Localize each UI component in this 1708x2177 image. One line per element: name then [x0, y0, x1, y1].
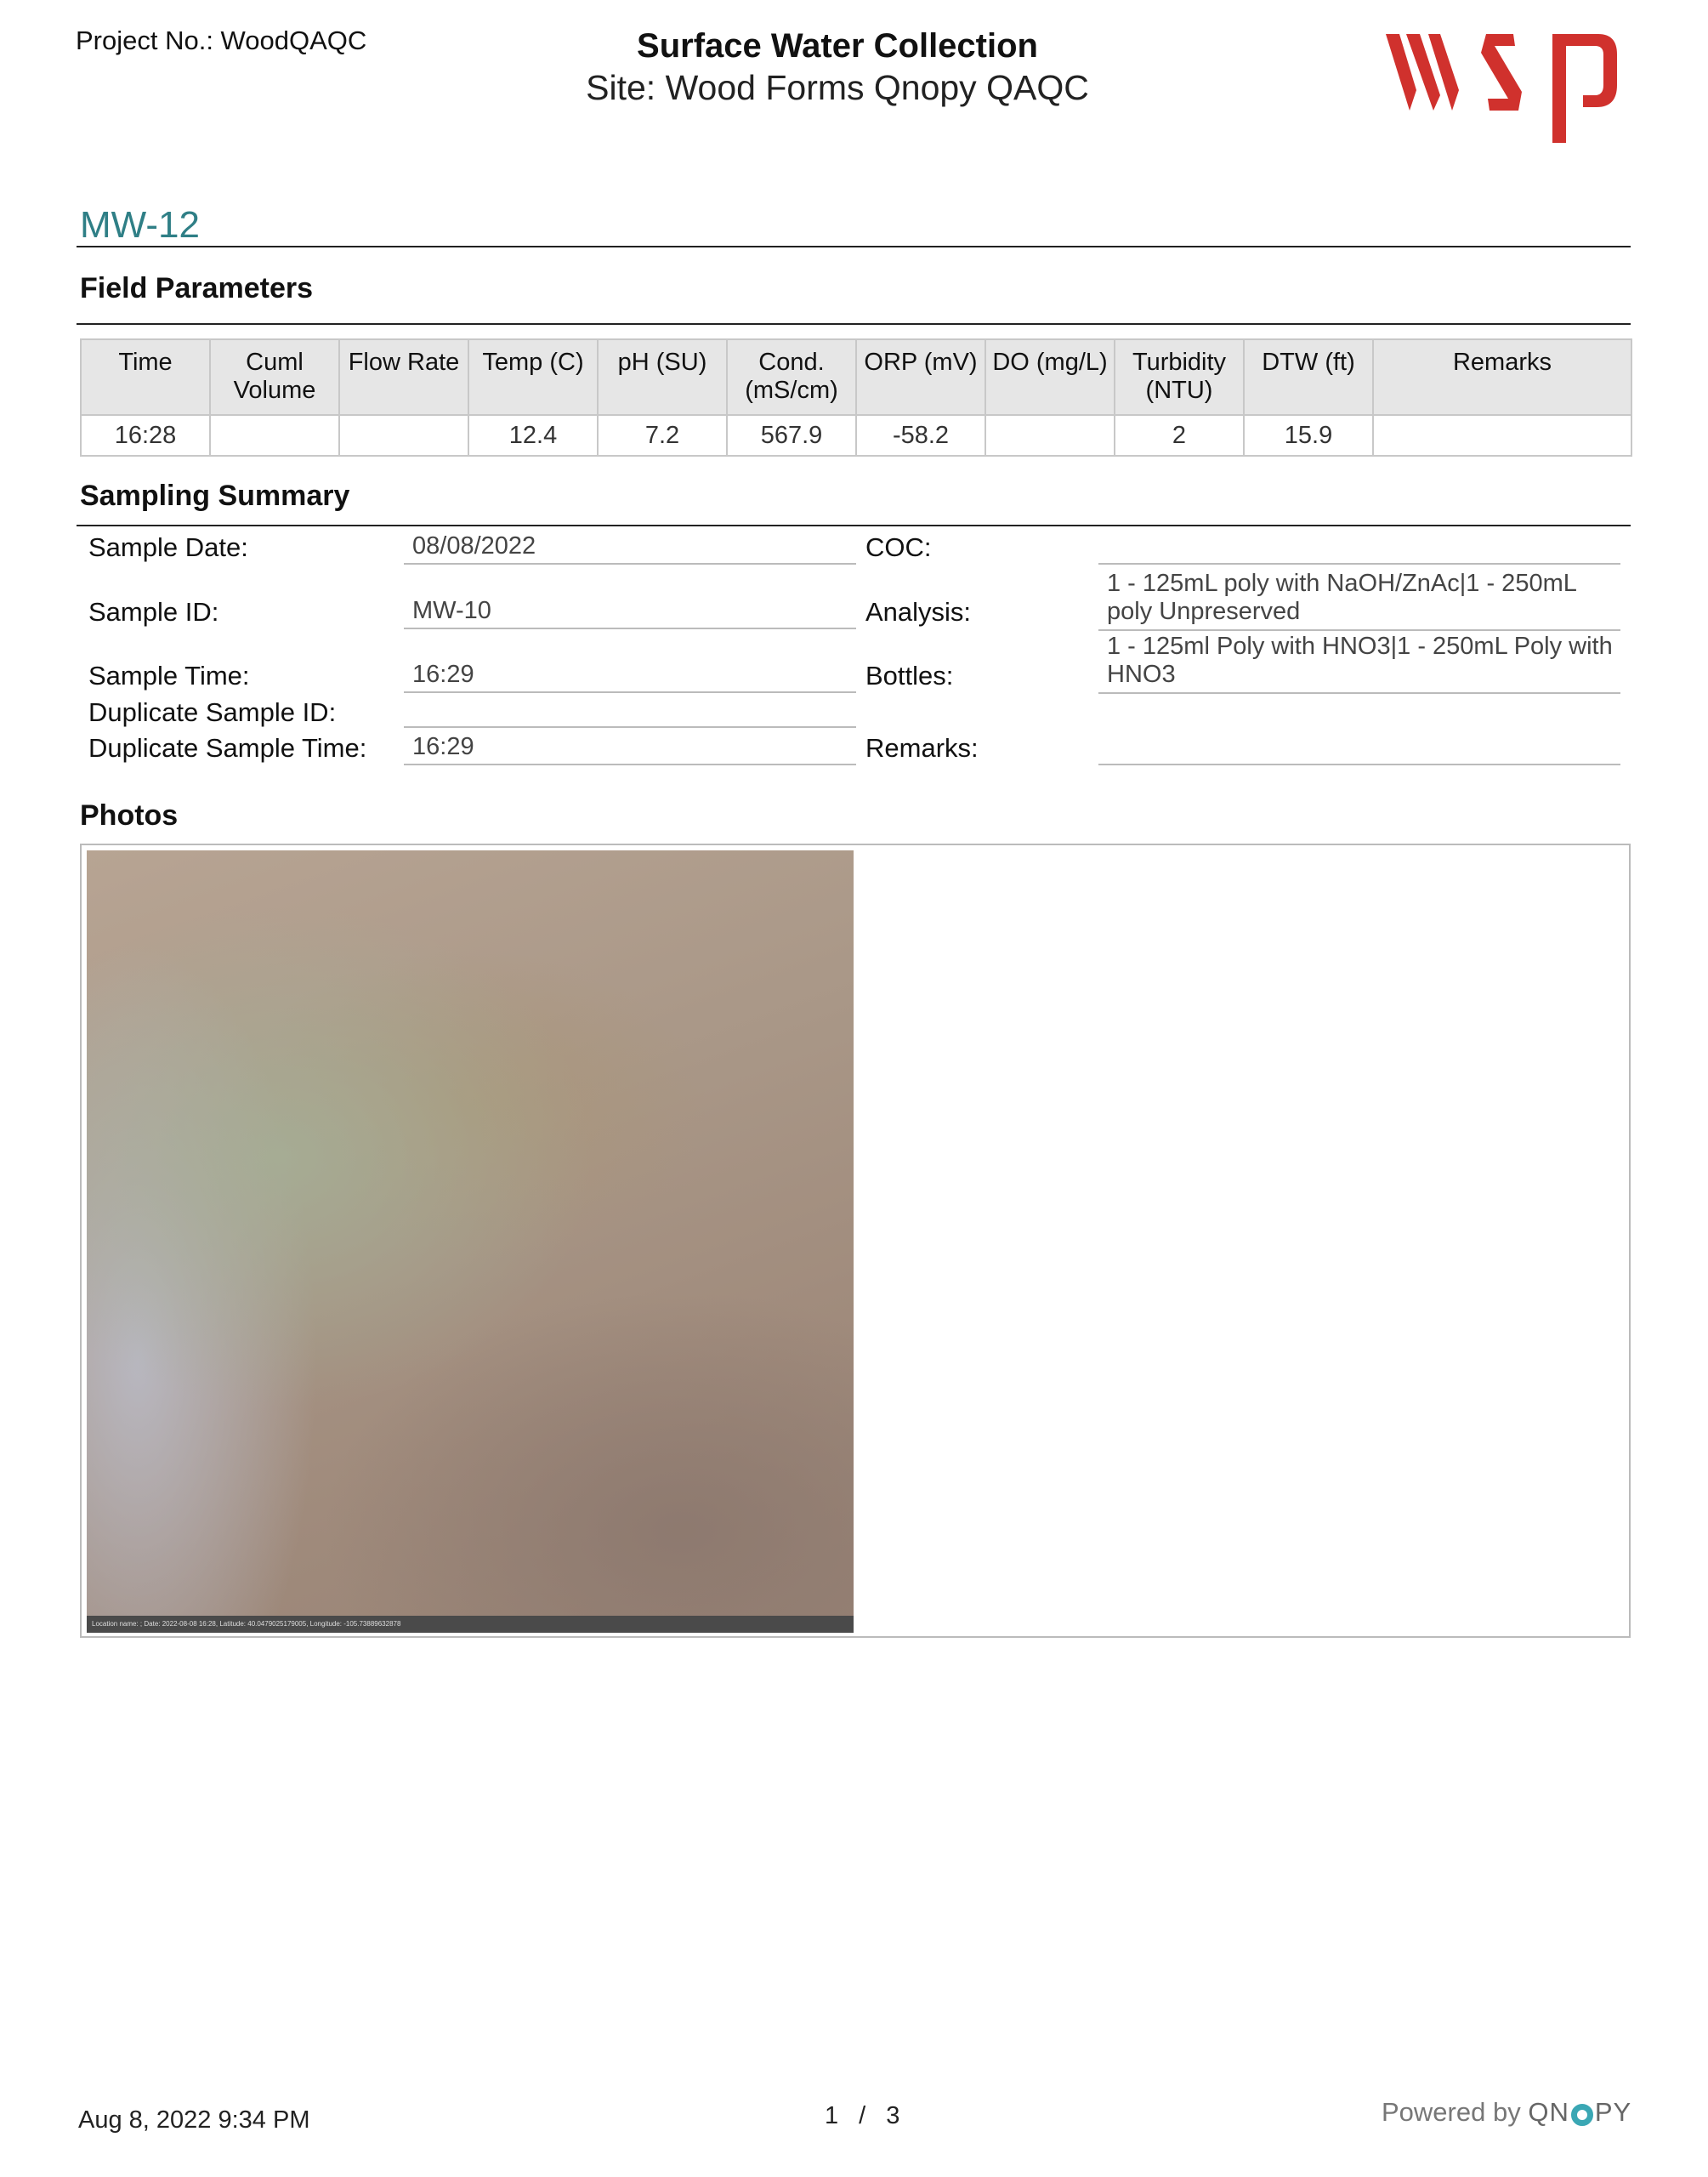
table-row	[81, 415, 1631, 456]
coc-value	[1098, 532, 1620, 565]
col-header-turbidity: Turbidity (NTU)	[1115, 339, 1244, 415]
well-id: MW-12	[80, 204, 200, 246]
document-subtitle: Site: Wood Forms Qnopy QAQC	[586, 68, 1089, 107]
bottles-value: 1 - 125ml Poly with HNO3|1 - 250mL Poly with HNO3	[1098, 633, 1620, 694]
well-id-divider	[77, 246, 1631, 247]
cell-time: 16:28	[81, 415, 210, 456]
powered-by	[1382, 2097, 1631, 2128]
duplicate-sample-id-label: Duplicate Sample ID:	[88, 697, 337, 727]
analysis-label: Analysis:	[865, 597, 972, 627]
col-header-remarks: Remarks	[1373, 339, 1631, 415]
sampling-summary-title: Sampling Summary	[80, 480, 350, 512]
project-number: Project No.: WoodQAQC	[76, 26, 367, 55]
col-header-temp: Temp (C)	[468, 339, 598, 415]
col-header-cuml-volume: Cuml Volume	[210, 339, 339, 415]
sample-date-value: 08/08/2022	[404, 532, 856, 565]
col-header-do: DO (mg/L)	[985, 339, 1115, 415]
cell-ph: 7.2	[598, 415, 727, 456]
col-header-ph: pH (SU)	[598, 339, 727, 415]
document-title: Surface Water Collection	[637, 27, 1038, 65]
col-header-flow-rate: Flow Rate	[339, 339, 468, 415]
sample-date-label: Sample Date:	[88, 532, 248, 562]
col-header-orp: ORP (mV)	[856, 339, 985, 415]
sample-id-value: MW-10	[404, 597, 856, 629]
duplicate-sample-time-label: Duplicate Sample Time:	[88, 733, 367, 763]
page-number: 1 / 3	[825, 2102, 900, 2129]
wsp-logo	[1386, 26, 1632, 145]
cell-temp: 12.4	[468, 415, 598, 456]
cell-dtw: 15.9	[1244, 415, 1373, 456]
cell-cuml-volume	[210, 415, 339, 456]
photo-caption: Location name: ; Date: 2022-08-08 16:28, Latitude: 40.0479025179005, Longitude: -105.73889632878	[87, 1616, 854, 1633]
powered-by-prefix: Powered by	[1382, 2097, 1529, 2127]
sample-time-label: Sample Time:	[88, 661, 250, 691]
table-header-row	[81, 339, 1631, 415]
sample-id-label: Sample ID:	[88, 597, 219, 627]
qnopy-o-icon	[1571, 2104, 1593, 2126]
qnopy-brand-a: QN	[1528, 2097, 1569, 2127]
footer-date: Aug 8, 2022 9:34 PM	[78, 2106, 310, 2134]
photos-frame	[80, 844, 1631, 1638]
cell-turbidity: 2	[1115, 415, 1244, 456]
cell-remarks	[1373, 415, 1631, 456]
col-header-cond: Cond. (mS/cm)	[727, 339, 856, 415]
cell-cond: 567.9	[727, 415, 856, 456]
coc-label: COC:	[865, 532, 932, 562]
qnopy-brand-b: PY	[1594, 2097, 1632, 2127]
duplicate-sample-id-value	[404, 697, 856, 728]
bottles-label: Bottles:	[865, 661, 954, 691]
cell-flow-rate	[339, 415, 468, 456]
field-parameters-table	[80, 338, 1632, 457]
cell-do	[985, 415, 1115, 456]
sampling-summary-divider	[77, 525, 1631, 526]
field-parameters-divider	[77, 323, 1631, 325]
cell-orp: -58.2	[856, 415, 985, 456]
analysis-value: 1 - 125mL poly with NaOH/ZnAc|1 - 250mL poly Unpreserved	[1098, 570, 1620, 631]
col-header-dtw: DTW (ft)	[1244, 339, 1373, 415]
remarks-value	[1098, 733, 1620, 765]
remarks-label: Remarks:	[865, 733, 979, 763]
field-parameters-title: Field Parameters	[80, 272, 314, 304]
duplicate-sample-time-value: 16:29	[404, 733, 856, 765]
col-header-time: Time	[81, 339, 210, 415]
site-photo[interactable]	[87, 850, 854, 1633]
sample-time-value: 16:29	[404, 661, 856, 693]
photos-title: Photos	[80, 799, 179, 832]
